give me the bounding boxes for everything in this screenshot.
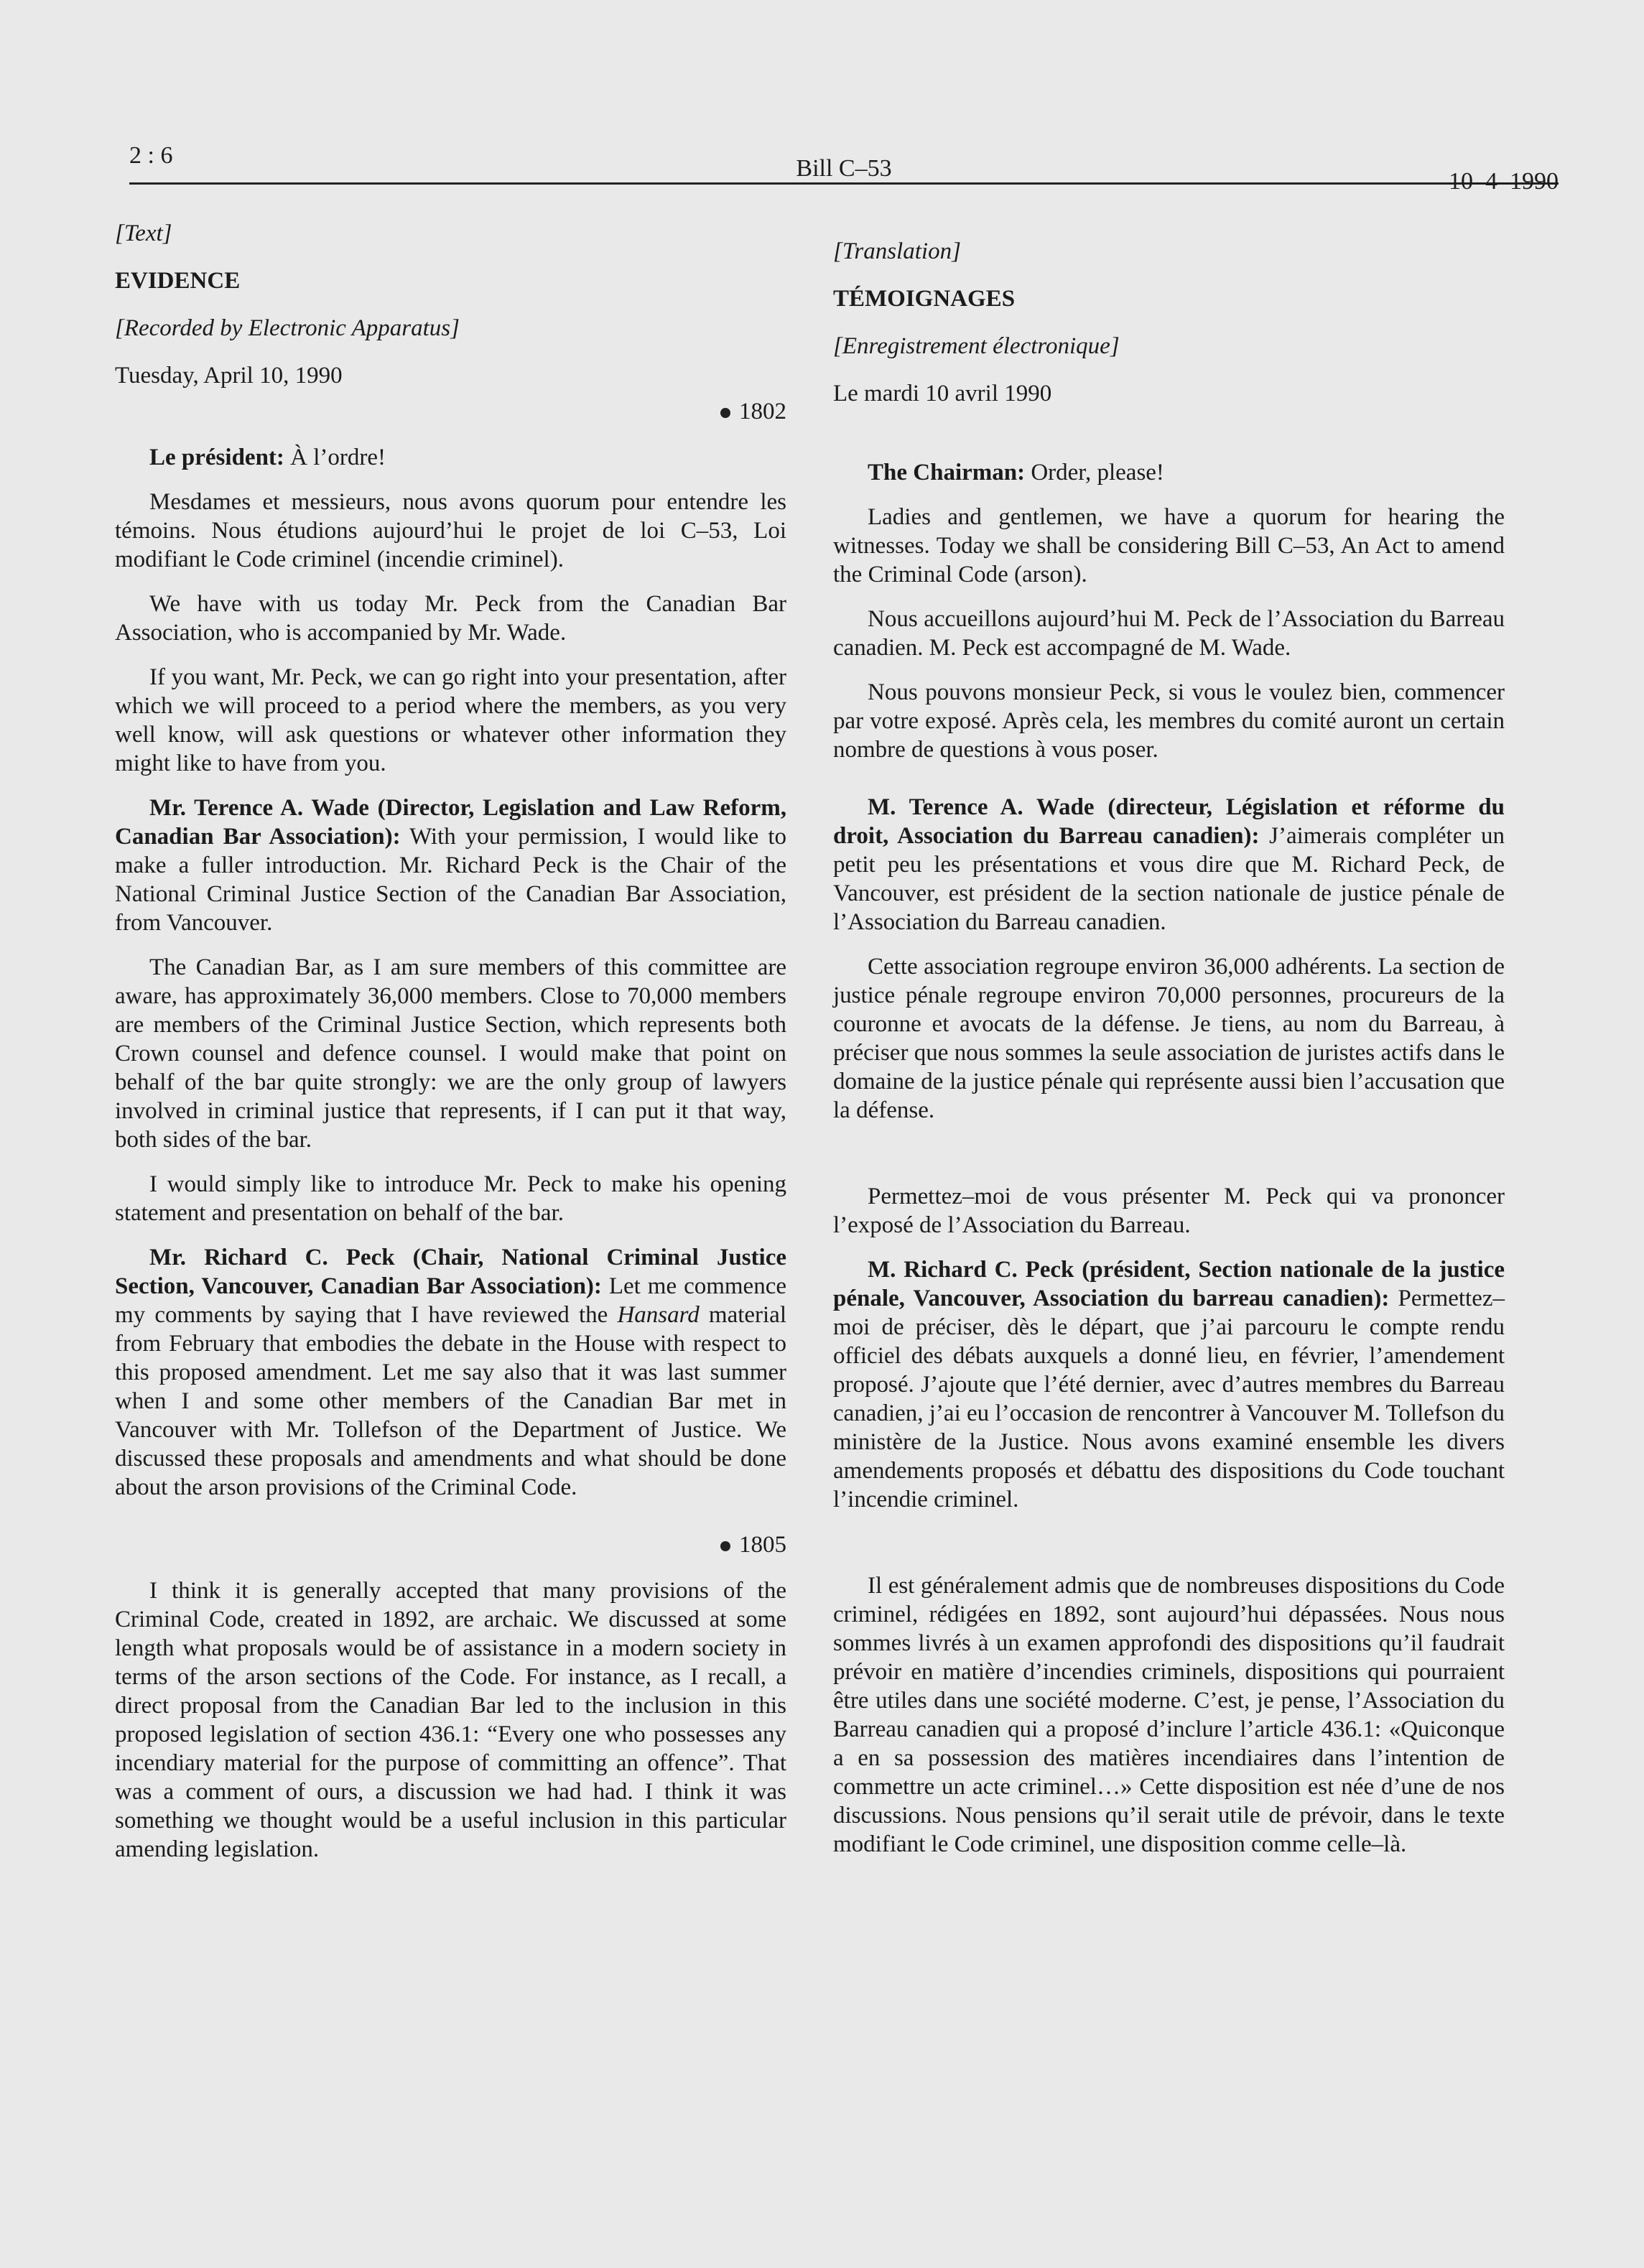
bullet-icon: [720, 408, 730, 418]
time-value: 1805: [739, 1532, 786, 1558]
paragraph: Mr. Terence A. Wade (Director, Legislation and Law Reform, Canadian Bar Association): With your permission, I would like to make a fuller introduction. Mr. Richard Peck is the Chair of the National Criminal Justice Section of the Canadian Bar Association, from Vancouver.: [115, 795, 787, 936]
time-marker: [115, 1530, 786, 1559]
section-title: TÉMOIGNAGES: [833, 286, 1016, 312]
paragraph: Mesdames et messieurs, nous avons quorum pour entendre les témoins. Nous étudions aujourd’hui le projet de loi C–53, Loi modifiant le Code criminel (incendie criminel).: [115, 489, 786, 572]
paragraph: I think it is generally accepted that many provisions of the Criminal Code, created in 1892, are archaic. We discussed at some length what proposals would be of assistance in a modern society in terms of the arson sections of the Code. For instance, as I recall, a direct proposal from the Canadian Bar led to the inclusion in this proposed legislation of section 436.1: “Every one who possesses any incendiary material for the purpose of committing an offence”. That was a comment of ours, a discussion we had had. I think it was something we thought would be a useful inclusion in this particular amending legislation.: [115, 1578, 786, 1862]
paragraph: Ladies and gentlemen, we have a quorum for hearing the witnesses. Today we shall be considering Bill C–53, An Act to amend the Criminal Code (arson).: [833, 504, 1505, 587]
speaker: Mr. Richard C. Peck (Chair, National Criminal Justice Section, Vancouver, Canadian Bar Association):: [115, 1245, 786, 1299]
date-line: Le mardi 10 avril 1990: [833, 381, 1052, 406]
header-date: 10–4–1990: [1449, 168, 1559, 195]
section-title: EVIDENCE: [115, 268, 241, 294]
paragraph: The Canadian Bar, as I am sure members of this committee are aware, has approximately 36,000 members. Close to 70,000 members are members of the Criminal Justice Section, which represents both Crown counsel and defence counsel. I would make that point on behalf of the bar quite strongly: we are the only group of lawyers involved in criminal justice that represents, if I can put it that way, both sides of the bar.: [115, 954, 786, 1153]
paragraph: We have with us today Mr. Peck from the Canadian Bar Association, who is accompanied by Mr. Wade.: [115, 591, 786, 646]
date-line: Tuesday, April 10, 1990: [115, 363, 343, 389]
recorded-note: [Recorded by Electronic Apparatus]: [115, 315, 460, 341]
paragraph: Cette association regroupe environ 36,000 adhérents. La section de justice pénale regroupe environ 70,000 personnes, procureurs de la couronne et avocats de la défense. Je tiens, au nom du Barreau, à préciser que nous sommes la seule association de juristes actifs dans le domaine de la justice pénale qui représente aussi bien l’accusation que la défense.: [833, 954, 1505, 1123]
time-value: 1802: [739, 399, 786, 424]
speaker: The Chairman:: [868, 460, 1026, 485]
paragraph: If you want, Mr. Peck, we can go right into your presentation, after which we will proceed to a period where the members, as you very well know, will ask questions or whatever other information they might like to have from you.: [115, 664, 786, 776]
right-column: [833, 237, 1505, 1874]
page-header: [129, 142, 1559, 195]
bullet-icon: [720, 1541, 730, 1551]
paragraph: Nous accueillons aujourd’hui M. Peck de l’Association du Barreau canadien. M. Peck est accompagné de M. Wade.: [833, 606, 1505, 661]
paragraph: Mr. Richard C. Peck (Chair, National Criminal Justice Section, Vancouver, Canadian Bar Association): Let me commence my comments by saying that I have reviewed the Hansard material from February that embodies the debate in the House with respect to this proposed amendment. Let me say also that it was last summer when I and some other members of the Canadian Bar met in Vancouver with Mr. Tollefson of the Department of Justice. We discussed these proposals and amendments and what should be done about the arson provisions of the Criminal Code.: [115, 1245, 786, 1500]
speaker: M. Richard C. Peck (président, Section nationale de la justice pénale, Vancouver, Association du barreau canadien):: [833, 1257, 1505, 1311]
recorded-note: [Enregistrement électronique]: [833, 333, 1120, 359]
paragraph: The Chairman: Order, please!: [868, 460, 1164, 485]
speaker: Mr. Terence A. Wade (Director, Legislation and Law Reform, Canadian Bar Association):: [115, 795, 786, 850]
paragraph: Nous pouvons monsieur Peck, si vous le voulez bien, commencer par votre exposé. Après cela, les membres du comité auront un certain nombre de questions à vous poser.: [833, 679, 1505, 763]
paragraph: Permettez–moi de vous présenter M. Peck qui va prononcer l’exposé de l’Association du Barreau.: [833, 1184, 1505, 1238]
time-marker: [115, 397, 786, 426]
paragraph: M. Richard C. Peck (président, Section nationale de la justice pénale, Vancouver, Association du barreau canadien): Permettez–moi de préciser, dès le départ, que j’ai parcouru le compte rendu officiel des débats auxquels a donné lieu, en février, l’amendement proposé. J’ajoute que l’été dernier, avec d’autres membres du Barreau canadien, j’ai eu l’occasion de rencontrer à Vancouver M. Tollefson du ministère de la Justice. Nous avons examiné ensemble les divers amendements proposés et débattu des dispositions du Code touchant l’incendie criminel.: [833, 1257, 1505, 1512]
left-column: [115, 219, 786, 1879]
bill-title: Bill C–53: [796, 155, 892, 182]
paragraph: M. Terence A. Wade (directeur, Législation et réforme du droit, Association du Barreau canadien): J’aimerais compléter un petit peu les présentations et vous dire que M. Richard Peck, de Vancouver, est président de la section nationale de justice pénale de l’Association du Barreau canadien.: [833, 794, 1505, 935]
text-tag: [Translation]: [833, 238, 961, 264]
page-number: 2 : 6: [129, 142, 173, 169]
speaker: M. Terence A. Wade (directeur, Législation et réforme du droit, Association du Barreau canadien):: [833, 794, 1505, 849]
text-tag: [Text]: [115, 220, 172, 246]
speaker: Le président:: [149, 445, 284, 470]
paragraph: Il est généralement admis que de nombreuses dispositions du Code criminel, rédigées en 1892, sont aujourd’hui dépassées. Nous nous sommes livrés à un examen approfondi des dispositions qu’il faudrait prévoir en matière d’incendies criminels, dispositions qui pourraient être utiles dans une société moderne. C’est, je pense, l’Association du Barreau canadien qui a proposé d’inclure l’article 436.1: «Quiconque a en sa possession des matières incendiaires dans l’intention de commettre un acte criminel…» Cette disposition est née d’une de nos discussions. Nous pensions qu’il serait utile de prévoir, dans le texte modifiant le Code criminel, une disposition comme celle–là.: [833, 1573, 1505, 1857]
paragraph: I would simply like to introduce Mr. Peck to make his opening statement and presentation on behalf of the bar.: [115, 1171, 786, 1226]
paragraph: Le président: À l’ordre!: [149, 445, 386, 470]
